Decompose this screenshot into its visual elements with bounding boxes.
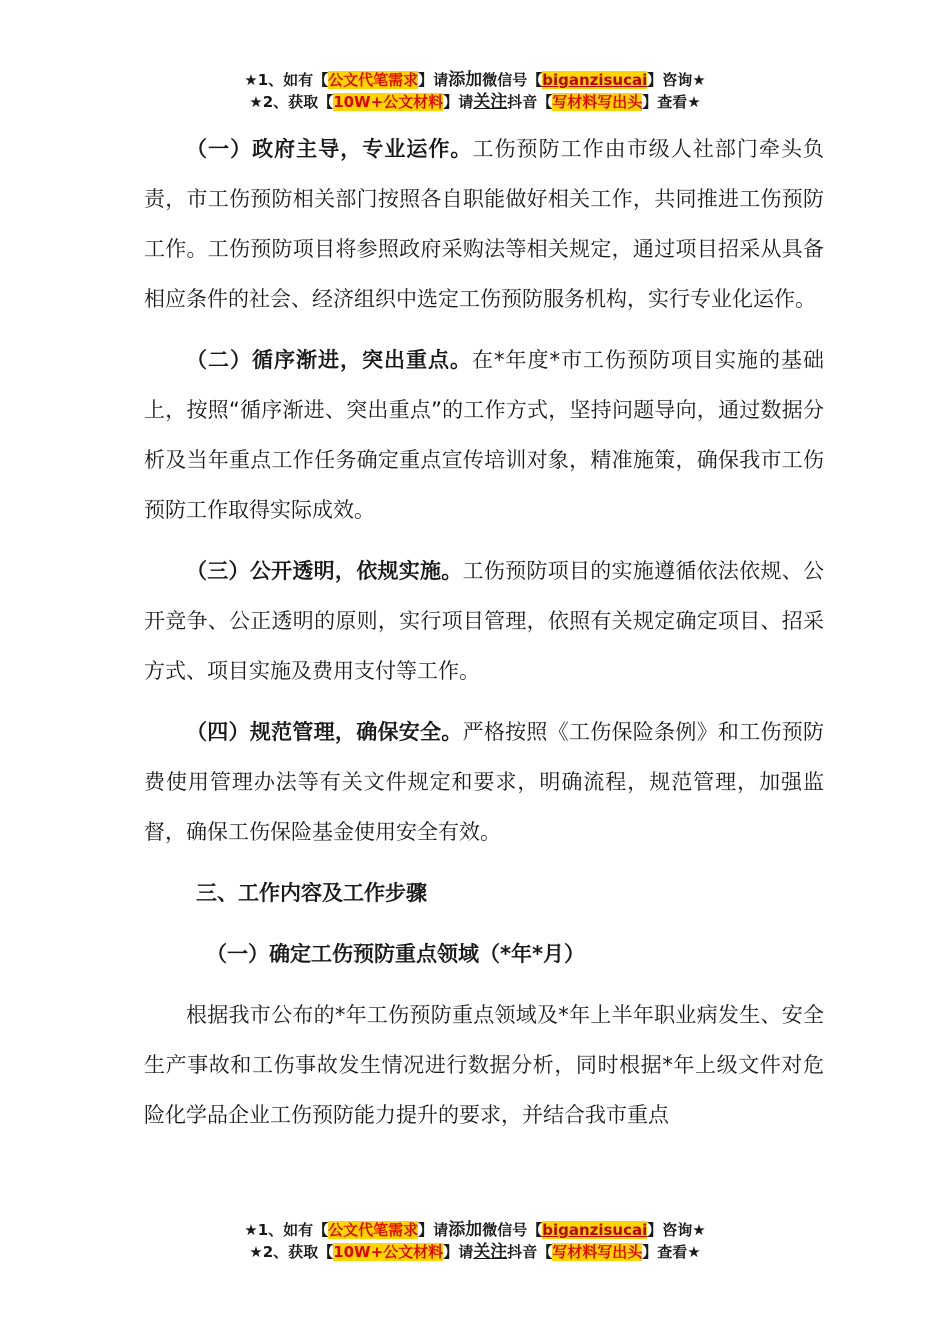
promo-text: 微信号【: [482, 1221, 543, 1239]
promo-banner-bottom: [0, 1219, 950, 1263]
promo-highlight: 公文代笔需求: [328, 71, 419, 89]
promo-line-2: [0, 91, 950, 113]
douyin-account: 写材料写出头: [552, 93, 643, 111]
promo-text: 】请: [418, 1221, 449, 1239]
promo-line-2: [0, 1241, 950, 1263]
promo-line-1: [0, 1219, 950, 1241]
section-text: 工伤预防项目的实施遵循依法依规、公开竞争、公正透明的原则，实行项目管理，依照有关规定确定项目、招采方式、项目实施及费用支付等工作。: [144, 559, 825, 683]
promo-emphasis: 关注: [473, 92, 508, 112]
promo-text: ★1、如有【: [244, 71, 329, 89]
wechat-id: biganzisucai: [542, 71, 648, 89]
promo-line-1: [0, 69, 950, 91]
promo-text: 】咨询★: [647, 71, 706, 89]
section-lead: （三）公开透明，依规实施。: [186, 559, 463, 583]
promo-highlight: 10W+公文材料: [333, 93, 444, 111]
section-text: 在*年度*市工伤预防项目实施的基础上，按照“循序渐进、突出重点”的工作方式，坚持问题导向，通过数据分析及当年重点工作任务确定重点宣传培训对象，精准施策，确保我市工伤预防工作取得实际成效。: [144, 348, 824, 522]
promo-highlight: 公文代笔需求: [328, 1221, 419, 1239]
promo-text: 】查看★: [642, 93, 701, 111]
promo-emphasis: 添加: [448, 1220, 483, 1240]
section-paragraph: [144, 124, 824, 324]
promo-text: ★1、如有【: [244, 1221, 329, 1239]
section-lead: （二）循序渐进，突出重点。: [186, 348, 472, 372]
promo-text: 】请: [443, 1243, 474, 1261]
section-paragraph: [144, 707, 824, 857]
document-body: [144, 124, 824, 1140]
section-paragraph: [144, 546, 824, 696]
promo-text: 抖音【: [507, 1243, 553, 1261]
promo-text: 微信号【: [482, 71, 543, 89]
body-paragraph: 根据我市公布的*年工伤预防重点领域及*年上半年职业病发生、安全生产事故和工伤事故发生情况进行数据分析，同时根据*年上级文件对危险化学品企业工伤预防能力提升的要求，并结合我市重点: [144, 1003, 824, 1127]
douyin-account: 写材料写出头: [552, 1243, 643, 1261]
promo-emphasis: 关注: [473, 1242, 508, 1262]
promo-text: 抖音【: [507, 93, 553, 111]
section-paragraph: [144, 335, 824, 535]
promo-emphasis: 添加: [448, 70, 483, 90]
promo-text: 】查看★: [642, 1243, 701, 1261]
promo-banner-top: [0, 69, 950, 113]
wechat-id: biganzisucai: [542, 1221, 648, 1239]
section-lead: （一）政府主导，专业运作。: [186, 137, 473, 161]
section-text: 工伤预防工作由市级人社部门牵头负责，市工伤预防相关部门按照各自职能做好相关工作，共同推进工伤预防工作。工伤预防项目将参照政府采购法等相关规定，通过项目招采从具备相应条件的社会、经济组织中选定工伤预防服务机构，实行专业化运作。: [144, 137, 825, 311]
promo-text: ★2、获取【: [249, 93, 334, 111]
section-heading: 三、工作内容及工作步骤: [196, 881, 427, 905]
promo-text: 】请: [418, 71, 449, 89]
subsection-heading: （一）确定工伤预防重点领域（*年*月）: [206, 942, 585, 966]
promo-highlight: 10W+公文材料: [333, 1243, 444, 1261]
promo-text: 】咨询★: [647, 1221, 706, 1239]
section-text: 严格按照《工伤保险条例》和工伤预防费使用管理办法等有关文件规定和要求，明确流程，规范管理，加强监督，确保工伤保险基金使用安全有效。: [144, 720, 825, 844]
promo-text: ★2、获取【: [249, 1243, 334, 1261]
section-lead: （四）规范管理，确保安全。: [186, 720, 463, 744]
promo-text: 】请: [443, 93, 474, 111]
